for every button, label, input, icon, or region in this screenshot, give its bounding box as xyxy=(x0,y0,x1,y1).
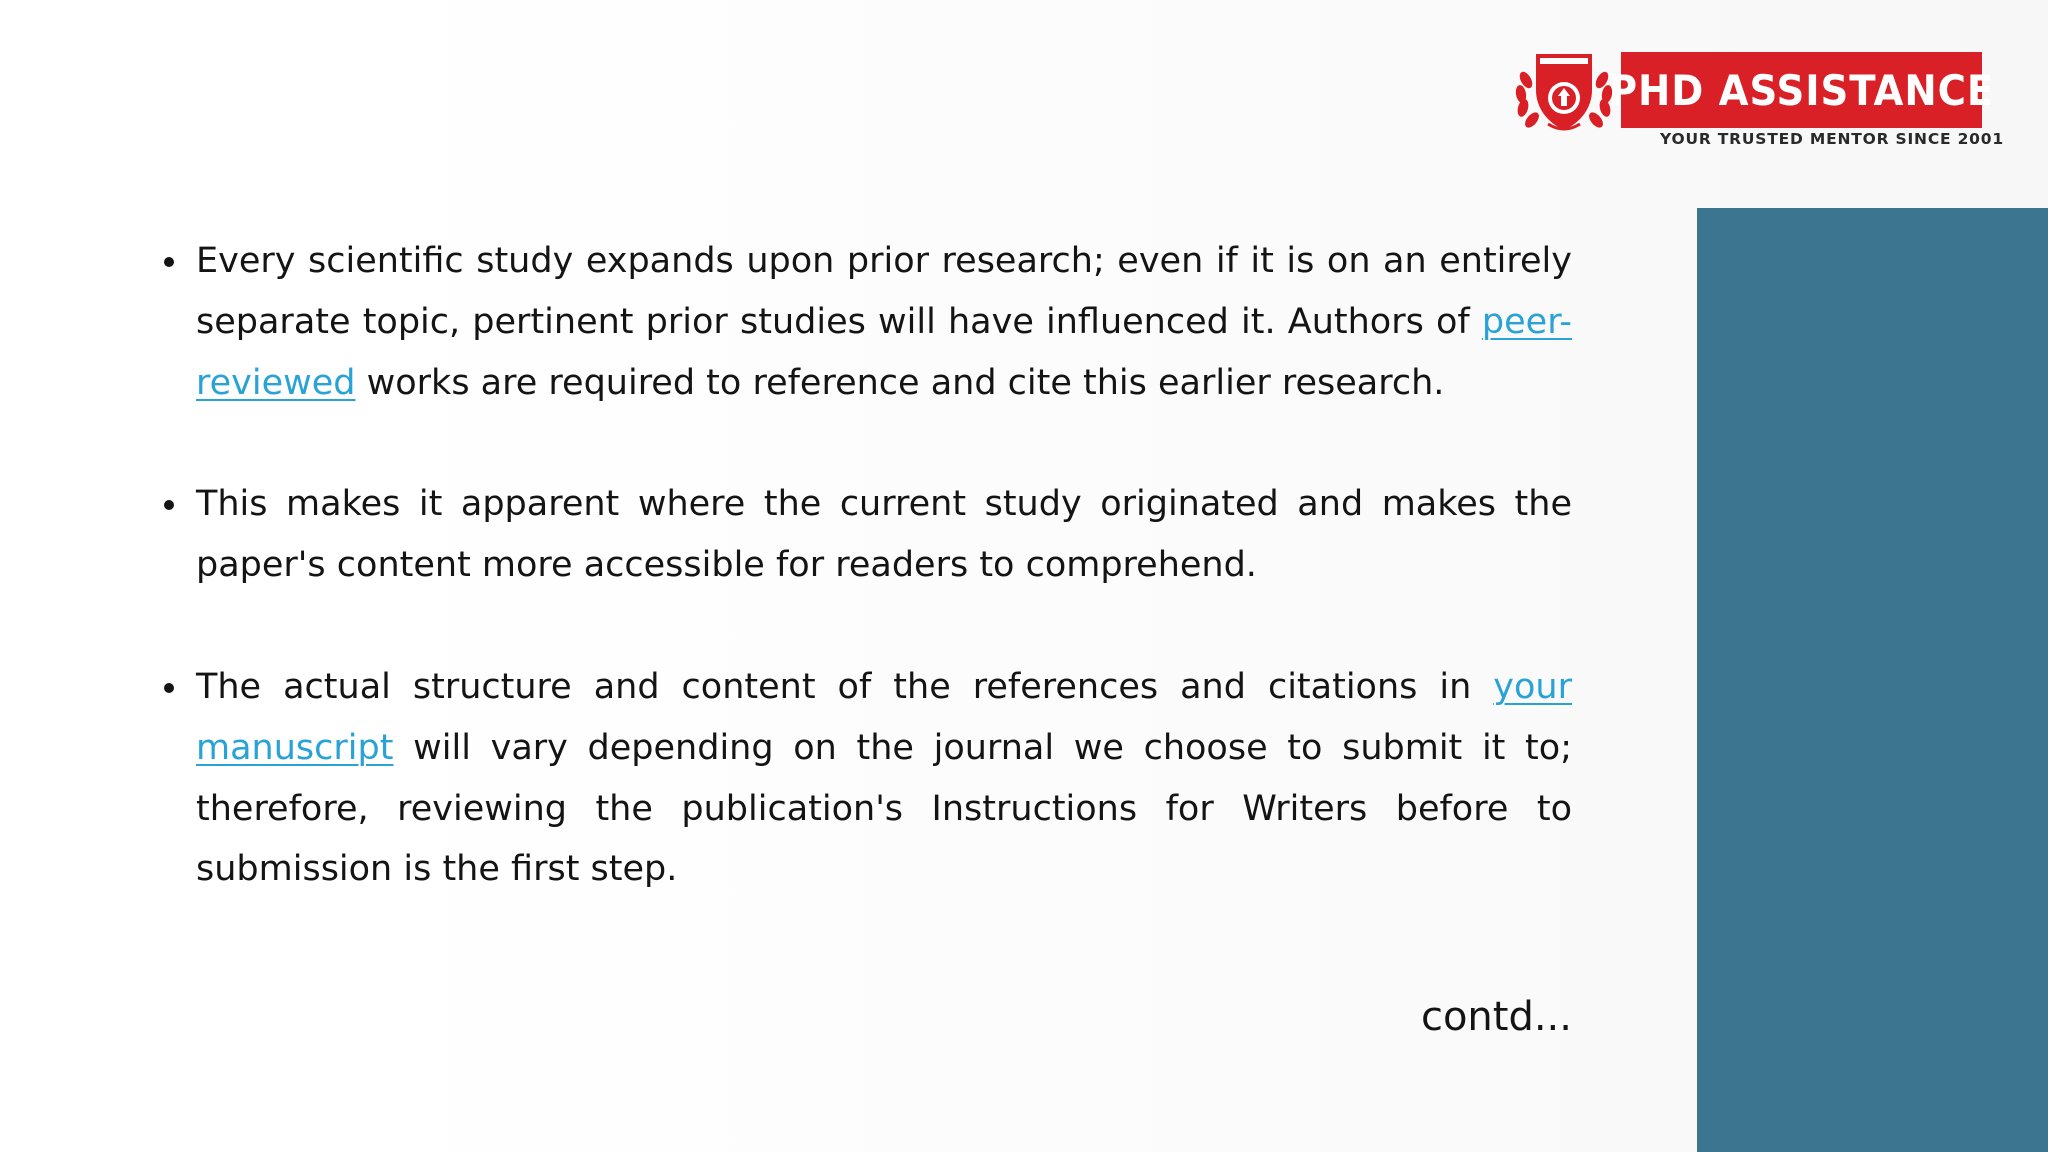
bullet-text-3-after: will vary depending on the journal we choose to submit it to; therefore, reviewing the publication's Instructions for Writers before to submission is the first step. xyxy=(196,727,1572,890)
side-accent-panel xyxy=(1697,208,2048,1152)
bullet-item-3 xyxy=(150,657,1572,900)
bullet-dot-icon xyxy=(164,257,174,267)
crest-laurel-icon xyxy=(1512,50,1616,134)
contd-label: contd... xyxy=(1420,994,1572,1040)
bullet-item-2 xyxy=(150,474,1572,596)
your-manuscript-link[interactable]: your manuscript xyxy=(196,666,1572,768)
bullet-text-1-after: works are required to reference and cite this earlier research. xyxy=(355,362,1445,403)
bullet-text-1-before: Every scientific study expands upon prior research; even if it is on an entirely separate topic, pertinent prior studies will have influenced it. Authors of xyxy=(196,241,1572,342)
bullet-dot-icon xyxy=(164,683,174,693)
logo-banner xyxy=(1608,52,1995,128)
bullet-dot-icon xyxy=(164,500,174,510)
bullet-list xyxy=(150,231,1572,900)
bullet-item-1 xyxy=(150,231,1572,413)
bullet-text-3-before: The actual structure and content of the references and citations in xyxy=(196,666,1494,707)
logo-brand-name: PHD ASSISTANCE xyxy=(1608,65,1995,115)
phd-assistance-logo[interactable] xyxy=(1512,50,2004,150)
bullet-text-2: This makes it apparent where the current study originated and makes the paper's content more accessible for readers to comprehend. xyxy=(196,484,1572,586)
peer-reviewed-link[interactable]: peer-reviewed xyxy=(196,301,1572,403)
logo-tagline: YOUR TRUSTED MENTOR SINCE 2001 xyxy=(1660,130,2004,148)
